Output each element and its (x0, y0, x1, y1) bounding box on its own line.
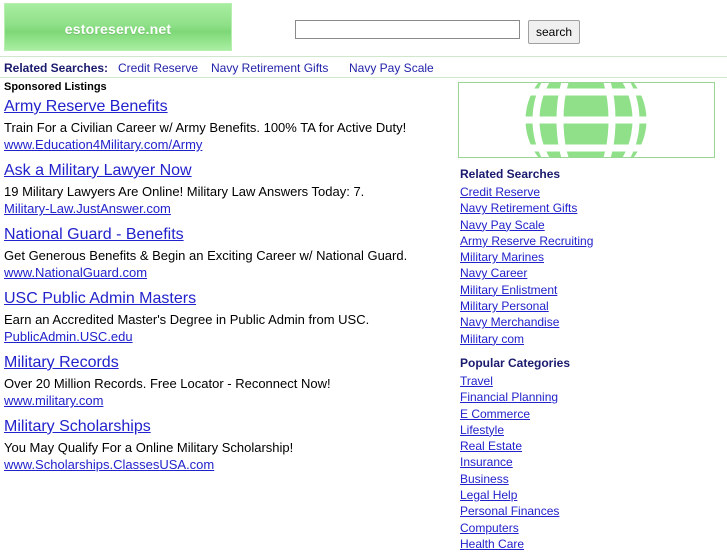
site-logo-text: estoreserve.net (64, 21, 172, 37)
ad-title-link[interactable]: National Guard - Benefits (4, 226, 184, 243)
list-item (460, 422, 718, 438)
sidebar (458, 82, 718, 552)
list-item (460, 314, 718, 330)
ad-url-link[interactable]: www.Scholarships.ClassesUSA.com (4, 457, 215, 472)
sidebar-popular-link[interactable]: Personal Finances (460, 504, 560, 519)
list-item (460, 282, 718, 298)
list-item (460, 217, 718, 233)
ad-description: Train For a Civilian Career w/ Army Benefits. 100% TA for Active Duty! (4, 120, 407, 135)
ad-description: Get Generous Benefits & Begin an Exciting Career w/ National Guard. (4, 248, 408, 263)
ad-url-link[interactable]: www.NationalGuard.com (4, 265, 148, 280)
sidebar-popular-link[interactable]: Insurance (460, 455, 513, 470)
search-button[interactable]: search (528, 20, 580, 44)
list-item (460, 389, 718, 405)
ad-title-link[interactable]: Ask a Military Lawyer Now (4, 162, 192, 179)
list-item (460, 520, 718, 536)
sidebar-related-link[interactable]: Credit Reserve (460, 185, 541, 199)
list-item (460, 249, 718, 265)
sidebar-popular-link[interactable]: Legal Help (460, 488, 518, 503)
sidebar-related-link[interactable]: Navy Merchandise (460, 315, 560, 330)
sidebar-popular-link[interactable]: Lifestyle (460, 422, 505, 437)
ad-url-link[interactable]: Military-Law.JustAnswer.com (4, 201, 171, 216)
ad-listing (0, 289, 450, 344)
sponsored-listings-label: Sponsored Listings (4, 81, 107, 93)
list-item (460, 265, 718, 281)
sidebar-popular-list (458, 373, 718, 552)
sidebar-popular-link[interactable]: E Commerce (460, 406, 531, 421)
ad-title-link[interactable]: USC Public Admin Masters (4, 290, 197, 307)
sidebar-popular-link[interactable]: Real Estate (460, 439, 523, 454)
list-item (460, 200, 718, 216)
sidebar-popular-link[interactable]: Travel (460, 373, 493, 388)
search-area (295, 20, 580, 44)
list-item (460, 503, 718, 519)
list-item (460, 438, 718, 454)
list-item (460, 184, 718, 200)
ad-listing (0, 417, 450, 472)
ad-description: You May Qualify For a Online Military Scholarship! (4, 440, 294, 455)
sidebar-related-link[interactable]: Military Personal (460, 299, 549, 314)
sidebar-related-link[interactable]: Navy Retirement Gifts (460, 201, 578, 216)
ad-description: 19 Military Lawyers Are Online! Military Law Answers Today: 7. (4, 184, 365, 199)
ad-title-link[interactable]: Military Records (4, 354, 119, 371)
list-item (460, 373, 718, 389)
list-item (460, 331, 718, 347)
related-search-link-navy-retirement-gifts[interactable]: Navy Retirement Gifts (211, 61, 329, 75)
sidebar-popular-link[interactable]: Health Care (460, 536, 525, 551)
ad-url-link[interactable]: www.military.com (4, 393, 104, 408)
ad-listing (0, 161, 450, 216)
search-input[interactable] (295, 20, 520, 39)
ad-listing (0, 225, 450, 280)
sidebar-related-link[interactable]: Military com (460, 331, 525, 346)
list-item (460, 536, 718, 552)
list-item (460, 487, 718, 503)
ad-url-link[interactable]: www.Education4Military.com/Army (4, 137, 203, 152)
ad-title-link[interactable]: Army Reserve Benefits (4, 98, 168, 115)
sidebar-popular-link[interactable]: Financial Planning (460, 390, 559, 405)
related-searches-label: Related Searches: (4, 61, 109, 75)
sponsored-listings-column (0, 78, 450, 481)
list-item (460, 454, 718, 470)
ad-description: Over 20 Million Records. Free Locator - Reconnect Now! (4, 376, 331, 391)
ad-description: Earn an Accredited Master's Degree in Public Admin from USC. (4, 312, 370, 327)
ad-url-link[interactable]: PublicAdmin.USC.edu (4, 329, 133, 344)
sidebar-related-link[interactable]: Army Reserve Recruiting (460, 233, 594, 248)
site-logo[interactable] (4, 3, 232, 51)
sidebar-popular-link[interactable]: Business (460, 471, 509, 486)
globe-banner (458, 82, 715, 158)
list-item (460, 406, 718, 422)
related-search-link-navy-pay-scale[interactable]: Navy Pay Scale (349, 61, 434, 75)
sidebar-related-link[interactable]: Military Marines (460, 250, 545, 265)
sidebar-related-link[interactable]: Military Enlistment (460, 282, 558, 297)
sidebar-popular-link[interactable]: Computers (460, 520, 519, 535)
ad-listing (0, 97, 450, 152)
ad-title-link[interactable]: Military Scholarships (4, 418, 151, 435)
related-search-link-credit-reserve[interactable]: Credit Reserve (118, 61, 199, 75)
sidebar-related-link[interactable]: Navy Career (460, 266, 528, 281)
page-header (0, 0, 727, 56)
sidebar-popular-heading: Popular Categories (460, 355, 571, 370)
related-searches-bar (0, 56, 727, 78)
sidebar-related-link[interactable]: Navy Pay Scale (460, 217, 545, 232)
list-item (460, 233, 718, 249)
sidebar-related-heading: Related Searches (460, 167, 561, 181)
globe-icon (459, 83, 714, 157)
list-item (460, 298, 718, 314)
sidebar-related-list (458, 184, 718, 347)
ad-listing (0, 353, 450, 408)
list-item (460, 471, 718, 487)
